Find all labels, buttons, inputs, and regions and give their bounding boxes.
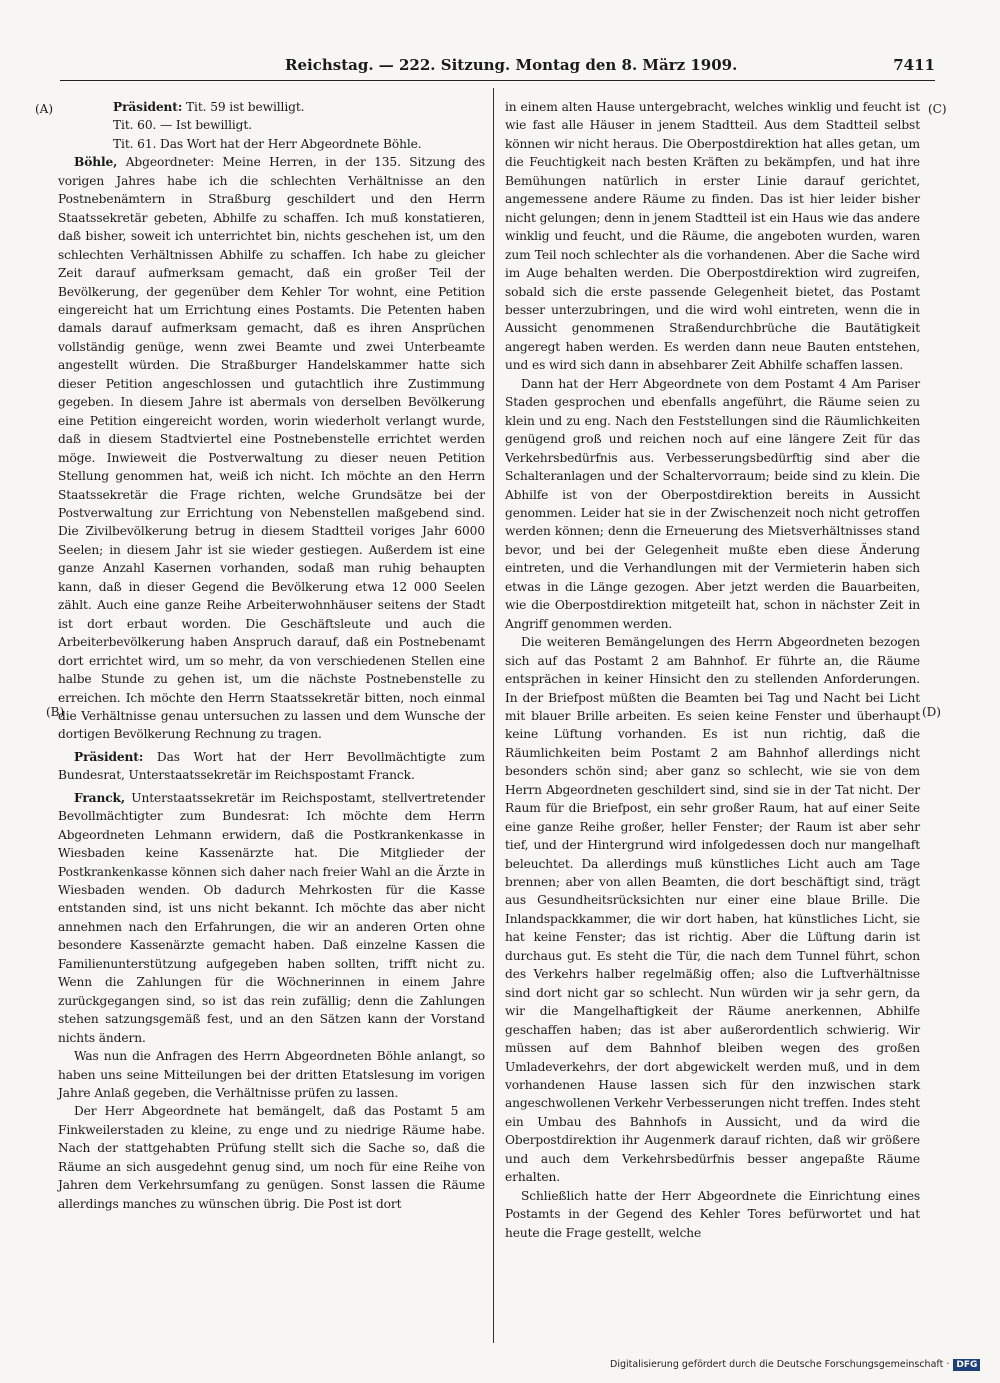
running-title: Reichstag. — 222. Sitzung. Montag den 8. März 1909. xyxy=(285,56,738,74)
paragraph: in einem alten Hause untergebracht, welches winklig und feucht ist wie fast alle Häuser in jenem Stadtteil. Aus dem Stadtteil selbst können wir nicht heraus. Die Oberpostdirektion hat alles getan, um die Feuchtigkeit nach besten Kräften zu bekämpfen, und hat ihre Bemühungen natürlich in erster Linie darauf gerichtet, angemessene andere Räume zu finden. Das ist hier leider bisher nicht gelungen; denn in jenem Stadtteil ist ein Haus wie das andere winklig und feucht, und die Räume, die angeboten wurden, waren zum Teil noch schlechter als die vorhandenen. Aber die Sache wird im Auge behalten werden. Die Oberpostdirektion wird zugreifen, sobald sich die erste passende Gelegenheit bietet, das Postamt besser unterzubringen, und die wird wohl eintreten, wenn die in Aussicht genommenen Straßendurchbrüche die Bautätigkeit angeregt haben werden. Es werden dann neue Bauten entstehen, und es wird sich dann in absehbarer Zeit Abhilfe schaffen lassen. xyxy=(505,100,920,373)
margin-marker-d: (D) xyxy=(922,705,941,719)
paragraph: Schließlich hatte der Herr Abgeordnete die Einrichtung eines Postamts in der Gegend des Kehler Tores befürwortet und hat heute die Frage gestellt, welche xyxy=(505,1188,920,1240)
paragraph: Tit. 61. Das Wort hat der Herr Abgeordnete Böhle. xyxy=(113,136,422,151)
paragraph-text: Unterstaatssekretär im Reichspostamt, stellvertretender Bevollmächtigter zum Bundesrat: Ich möchte dem Herrn Abgeordneten Lehmann erwidern, daß die Postkrankenkasse in Wiesbaden keine Kassenärzte hat. Die Mitglieder der Postkrankenkasse können sich daher nach freier Wahl an die Ärzte in Wiesbaden wenden. Ob dadurch Mehrkosten für die Kasse entstanden sind, ist uns nicht bekannt. Ich möchte das aber nicht annehmen nach den Erfahrungen, die wir an anderen Orten ohne besondere Kassenärzte gemacht haben. Daß einzelne Kassen die Familienunterstützung aufgegeben haben sollten, trifft nicht zu. Wenn die Zahlungen für die Wöchnerinnen in einem Jahre zurückgegangen sind, so ist das rein zufällig; denn die Zahlungen stehen satzungsgemäß fest, und an den Sätzen kann der Vorstand nichts ändern. xyxy=(58,790,485,1045)
paragraph: Die weiteren Bemängelungen des Herrn Abgeordneten bezogen sich auf das Postamt 2 am Bahnhof. Er führte an, die Räume entsprächen in keiner Hinsicht den zu stellenden Anforderungen. In der Briefpost müßten die Beamten bei Tag und Nacht bei Licht mit blauer Brille arbeiten. Es seien keine Fenster und überhaupt keine Lüftung vorhanden. Es ist nun richtig, daß die Räumlichkeiten beim Postamt 2 am Bahnhof allerdings nicht besonders schön sind; aber ganz so schlecht, wie sie von dem Herrn Abgeordneten geschildert sind, sind sie in der Tat nicht. Der Raum für die Briefpost, ein sehr großer Raum, hat auf einer Seite eine ganze Reihe großer, heller Fenster; der Raum ist aber sehr tief, und der Hintergrund wird infolgedessen doch nur mangelhaft beleuchtet. Da allerdings muß künstliches Licht auch am Tage brennen; aber von allen Beamten, die dort beschäftigt sind, trägt aus Gesundheitsrücksichten nur einer eine blaue Brille. Die Inlandspackkammer, die wir dort haben, hat künstliches Licht, sie hat keine Fenster; das ist richtig. Aber die Lüftung darin ist durchaus gut. Es steht die Tür, die nach dem Tunnel führt, schon des Verkehrs halber regelmäßig offen; also die Luftverhältnisse sind dort nicht gar so schlecht. Nun würden wir ja sehr gern, da wir die Mangelhaftigkeit der Räume anerkennen, Abhilfe geschaffen haben; das ist aber außerordentlich schwierig. Wir müssen auf dem Bahnhof bleiben wegen des großen Umladeverkehrs, der dort abgewickelt werden muß, und in dem vorhandenen Hause lassen sich für den inzwischen stark angeschwollenen Verkehr Verbesserungen nicht treffen. Indes steht ein Umbau des Bahnhofs in Aussicht, und da wird die Oberpostdirektion ihr Augenmerk darauf richten, daß wir größere und auch dem Verkehrsbedürfnis besser angepaßte Räume erhalten. xyxy=(505,635,920,1185)
left-column xyxy=(58,98,485,1213)
column-divider xyxy=(493,88,494,1343)
paragraph xyxy=(58,153,485,744)
margin-marker-c: (C) xyxy=(928,102,947,116)
paragraph-text: Tit. 59 ist bewilligt. xyxy=(182,100,305,114)
paragraph-text: Abgeordneter: Meine Herren, in der 135. Sitzung des vorigen Jahres habe ich die schlechten Verhältnisse an den Postnebenämtern in Straßburg geschildert und den Herrn Staatssekretär gebeten, Abhilfe zu schaffen. Ich muß konstatieren, daß bisher, soweit ich unterrichtet bin, nichts geschehen ist, um den schlechten Verhältnissen Abhilfe zu schaffen. Ich habe zu gleicher Zeit darauf aufmerksam gemacht, daß ein großer Teil der Bevölkerung, der gegenüber dem Kehler Tor wohnt, eine Petition eingereicht hat um Errichtung eines Postamts. Die Petenten haben damals darauf aufmerksam gemacht, daß es ihren Ansprüchen vollständig genüge, wenn zwei Beamte und zwei Unterbeamte angestellt würden. Die Straßburger Handelskammer hatte sich dieser Petition angeschlossen und gutachtlich ihre Zustimmung gegeben. In diesem Jahre ist abermals von derselben Bevölkerung eine Petition eingereicht worden, worin wiederholt verlangt wurde, daß in diesem Stadtviertel eine Postnebenstelle errichtet werden möge. Inwieweit die Postverwaltung zu dieser neuen Petition Stellung genommen hat, weiß ich nicht. Ich möchte an den Herrn Staatssekretär die Frage richten, welche Grundsätze bei der Postverwaltung zur Errichtung von Nebenstellen maßgebend sind. Die Zivilbevölkerung betrug in diesem Stadtteil voriges Jahr 6000 Seelen; in diesem Jahr ist sie wieder gestiegen. Außerdem ist eine ganze Anzahl Kasernen vorhanden, sodaß man ruhig behaupten kann, daß in dieser Gegend die Bevölkerung etwa 12 000 Seelen zählt. Auch eine ganze Reihe Arbeiterwohnhäuser seitens der Stadt ist dort erbaut worden. Die Geschäftsleute und auch die Arbeiterbevölkerung haben Anspruch darauf, daß ein Postnebenamt dort errichtet wird, um so mehr, da von verschiedenen Stellen eine halbe Stunde zu gehen ist, um die nächste Postnebenstelle zu erreichen. Ich möchte den Herrn Staatssekretär bitten, noch einmal die Verhältnisse genau untersuchen zu lassen und dem Wunsche der dortigen Bevölkerung Rechnung zu tragen. xyxy=(58,155,485,742)
paragraph: Was nun die Anfragen des Herrn Abgeordneten Böhle anlangt, so haben uns seine Mitteilungen bei der dritten Etatslesung im vorigen Jahre Anlaß gegeben, die Verhältnisse prüfen zu lassen. xyxy=(58,1049,485,1101)
paragraph: Der Herr Abgeordnete hat bemängelt, daß das Postamt 5 am Finkweilerstaden zu kleine, zu enge und zu niedrige Räume habe. Nach der stattgehabten Prüfung stellt sich die Sache so, daß die Räume an sich ausgedehnt genug sind, um noch für eine Reihe von Jahren dem Verkehrsumfang zu genügen. Sonst lassen die Räume allerdings manches zu wünschen übrig. Die Post ist dort xyxy=(58,1104,485,1211)
paragraph: Dann hat der Herr Abgeordnete von dem Postamt 4 Am Pariser Staden gesprochen und ebenfalls angeführt, die Räume seien zu klein und zu eng. Nach den Feststellungen sind die Räumlichkeiten genügend groß und reichen noch auf eine längere Zeit für das Verkehrsbedürfnis aus. Verbesserungsbedürftig sind aber die Schalteranlagen und der Schaltervorraum; beide sind zu klein. Die Abhilfe ist von der Oberpostdirektion bereits in Aussicht genommen. Leider hat sie in der Zwischenzeit noch nicht getroffen werden können; denn die Erneuerung des Mietsverhältnisses stand bevor, und bei der Gelegenheit mußte eben diese Änderung eintreten, und die Verhandlungen mit der Vermieterin haben sich etwas in die Länge gezogen. Aber jetzt werden die Bauarbeiten, wie die Oberpostdirektion mitgeteilt hat, schon in nächster Zeit in Angriff genommen werden. xyxy=(505,376,920,631)
page-header xyxy=(60,52,935,81)
paragraph xyxy=(58,748,485,785)
right-column xyxy=(505,98,920,1242)
paragraph: Tit. 60. — Ist bewilligt. xyxy=(113,118,252,133)
speaker-name: Böhle, xyxy=(74,155,118,170)
margin-marker-a: (A) xyxy=(35,102,54,116)
credit-text: Digitalisierung gefördert durch die Deutsche Forschungsgemeinschaft · xyxy=(610,1359,950,1370)
speaker-name: Präsident: xyxy=(74,749,144,764)
page-number: 7411 xyxy=(893,56,935,74)
dfg-logo: DFG xyxy=(953,1359,980,1371)
paragraph xyxy=(58,98,485,116)
paragraph-text: Das Wort hat der Herr Bevollmächtigte zum Bundesrat, Unterstaatssekretär im Reichspostamt Franck. xyxy=(58,749,485,783)
speaker-name: Präsident: xyxy=(113,100,183,114)
digitization-credit xyxy=(610,1359,990,1377)
paragraph xyxy=(58,789,485,1047)
speaker-name: Franck, xyxy=(74,790,126,805)
margin-marker-b: (B) xyxy=(46,705,65,719)
